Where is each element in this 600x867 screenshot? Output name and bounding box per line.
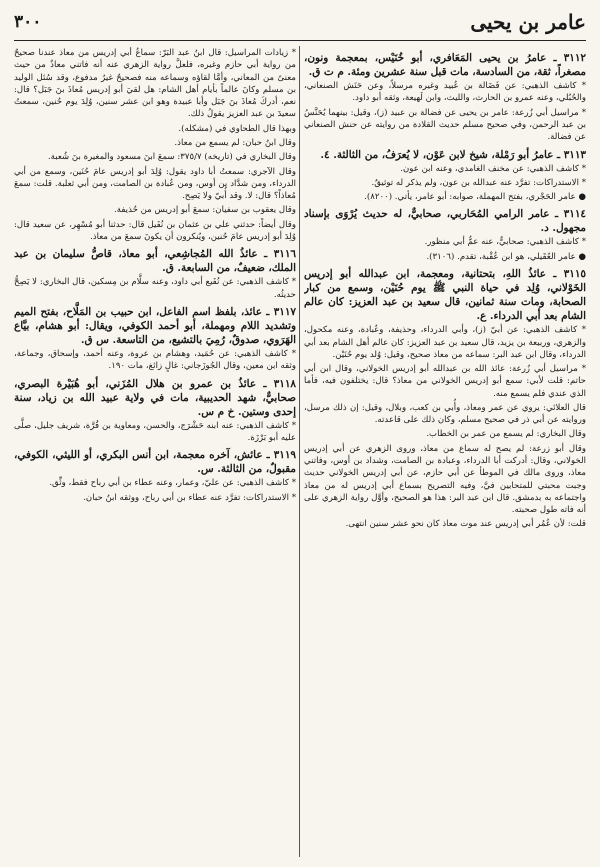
right-column: [304, 47, 586, 861]
entry-3116: ٣١١٦ ـ عائذُ الله المُجاشِعي، أبو معاذ، قاصُّ سليمان بن عبد الملك، ضعيفٌ، من السابعة. ق.: [14, 248, 296, 275]
paragraph: وقال أيضاً: حدثني علي بن عثمان بن نُفَيل قال: حدثنا أبو مُسْهِر، عن سعيد قال: وُلِدَ أبو إدريس عامَ حُنين، ويُنكرون أن يكونَ سمعَ من معاذ.: [14, 219, 296, 242]
paragraph: * كاشف الذهبي: عن نُفَيع أبي داود، وعنه سلَّام بن مِسكين، قال البخاري: لا يَصِحُّ حديثُه.: [14, 277, 296, 300]
paragraph: * كاشف الذهبي: صحابيٌّ، عنه عمُّ أبي منظور.: [424, 237, 586, 248]
paragraph: وقال يعقوب بن سفيان: سمعَ أبو إدريس من حُذيفة.: [113, 205, 296, 216]
paragraph: قال العلائي: يروي عن عمر ومعاذ، وأُبي بن كعب، وبلال، وقيل: إن ذلك مرسل، وروايته عن أبي ذر في صحيح مسلم، وكان ذلك على قاعدته.: [304, 402, 586, 426]
entry-3114: ٣١١٤ ـ عامر الرامي المُحَاربي، صحابيٌّ، له حديث يُرْوَى بإسناد مجهول. د.: [304, 208, 586, 235]
paragraph: وقال البخاري في (تاريخه) ٣٧٥/٧: سمعَ ابنَ مسعود والمغيرة بنَ شُعبة.: [47, 152, 296, 163]
paragraph: * مراسيل أبي زُرعة: عائذ الله بن عبدالله أبو إدريس الخولاني، وقال ابن أبي حاتم: قلت لأبي: سمع أبو إدريس الخولاني من معاذ؟ قال: يختلفون فيه، فأما الذي عندي فلم يسمع منه.: [304, 364, 586, 399]
entry-3115: ٣١١٥ ـ عائذُ اللهِ، بتحتانية، ومعجمة، ابن عبدالله أبو إدريس الخَوْلاني، وُلِد في حياة النبي ﷺ يوم حُنَيْن، وسمع من كبار الصحابة، ومات سنة ثمانين، قال سعيد بن عبد العزيز: كان عالم الشام بعد أبي الدرداء. ع.: [304, 268, 586, 323]
paragraph: وقال ابنُ حبان: لم يسمع من معاذ.: [174, 137, 296, 148]
paragraph: * الاستدراكات: تفرَّد عنه عطاء بن أبي رباح، ووثقه ابنُ حبان.: [83, 492, 296, 503]
paragraph: وقال الآجري: سمعتُ أبا داود يقول: وُلِدَ أبو إدريس عامَ حُنَين، وسمع من أبي الدرداء، ومن شدَّاد بن أوس، ومن عُبادة بن الصامت، ومن أبي ثعلبة. قلت: سمعَ مُعاذاً؟ قال: لا. وقد أُبيّ ولا يَصِح.: [14, 166, 296, 202]
paragraph: وقال البخاري: لم يسمع من عمر بن الخطاب.: [426, 429, 586, 440]
paragraph: وقال أبو زرعة: لم يصح له سماع من معاذ، وروى الزهري عن أبي إدريس الخولاني، وقال: أدركت أبا الدرداء، وعبادة بن الصامت، وشداد بن أوس، وفاتني معاذ، وروى مالك في الموطأ عن أبي حازم، عن أبي إدريس الخولاني حديث وجبت محبتي للمتحابين فيَّ، وفيه التصريح بسماع أبي إدريس له من معاذ واجتماعه به بدمشق. قال ابن عبد البر: هذا هو الصحيح، وأوَّل رواية الزهري على أنه فاته طول صحبته.: [304, 443, 586, 516]
page-number: ٣٠٠: [14, 12, 42, 32]
entry-3112: ٣١١٢ ـ عامرُ بن يحيى المَعَافري، أبو خُنَيْس، بمعجمة ونون، مصغراً، ثقة، من السادسة، مات قبل سنة عشرين ومئة. م ت ق.: [304, 52, 586, 79]
paragraph: * كاشف الذهبي: عن عليّ، وعمار، وعنه عطاء بن أبي رباح فقط، وثِّق.: [49, 478, 296, 489]
paragraph: * كاشف الذهبي: عن فَضَالة بن عُبيد وغيره مرسلاً، وعن حَنَش الصنعاني، والحُبُلي، وعنه عمرو بن الحارث، والليث، وابن لَهيعة، وثقه أبو داود.: [304, 81, 586, 104]
paragraph: وبهذا قال الطحاوي في (مشكله).: [178, 123, 296, 134]
paragraph: * كاشف الذهبي: عن حُمَيد، وهشام بن عروة، وعنه أحمد، وإسحاق، وجماعة، وثقه ابن معين، وقال الجُوزَجاني: غالٍ زائغ، مات ١٩٠.: [14, 349, 296, 372]
page-header: [14, 6, 586, 38]
paragraph: قلت: لأن عُمُر أبي إدريس عند موت معاذ كان نحو عشر سنين انتهى.: [345, 519, 586, 530]
paragraph: ● عامر العُقَيلي، هو ابن عُقْبة، تقدم. (٣١٠٦).: [426, 251, 586, 262]
paragraph: * كاشف الذهبي: عن أبيّ (ز)، وأبي الدرداء، وحذيفة، وعُبادة، وعنه مكحول، والزهري، وربيعة بن يزيد، قال سعيد بن عبد العزيز: كان عالم أهل الشام بعد أبي الدرداء، وقال ابن عبد البر: سماعه من معاذ صحيح، وقيل: وُلد يوم حُنَيْن.: [304, 325, 586, 360]
entry-3118: ٣١١٨ ـ عائذُ بن عمرو بن هلال المُزَني، أبو هُبَيْرة البصري، صحابيٌّ، شهد الحديبية، مات في ولاية عبيد الله بن زياد، سنة إحدى وستين. خ م س.: [14, 377, 296, 418]
paragraph: ● عامر الحَجْري، بفتح المهملة، صوابه: أبو عامر، يأتي. (٨٢٠٠).: [364, 192, 586, 203]
paragraph: * مراسيل أبي زُرعة: عامر بن يحيى عن فضالة بن عبيد (ز)، وقيل: بينهما يُحَنَّسُ بن عبد الرحمن، وفي صحيح مسلم حديث القلادة من روايته عن حنش الصنعاني عن فضالة.: [304, 107, 586, 143]
paragraph: * كاشف الذهبي: عنه ابنه حَشْرَج، والحسن، ومعاوية بن قُرَّة، شريف جليل، صلَّى عليه أبو بَرْزَة.: [14, 420, 296, 443]
column-divider: [299, 46, 300, 857]
entry-3113: ٣١١٣ ـ عامرُ أبو رَمْلة، شيخ لابن عَوْن، لا يُعرَفُ، من الثالثة. ٤.: [320, 148, 586, 161]
paragraph: * زيادات المراسيل: قال ابنُ عبد البَرّ: سماعُ أبي إدريس من معاذ عندنا صحيحٌ من رواية أبي حازم وغيره، فلعلَّ رواية الزهري عنه أنه فاتني معاذٌ من حيث معنىً من المعاني، وأمَّا لقاؤه وسماعه منه فصحيحٌ غيرُ مدفوع، وقد سُئل الوليد بن مسلم وكانَ عالماً بأيام أهل الشام: هل لقيَ أبو إدريس مُعاذَ بنَ جَبَل؟ قال: نعم، أدركَ مُعاذَ بنَ جَبَل وأبا عبيدة وهو ابن عشر سنين، وُلِدَ يوم حُنين، سمعتُ سعيدَ بن عبد العزيز يقولُ ذلك.: [14, 48, 296, 120]
entry-3119: ٣١١٩ ـ عائش، آخره معجمة، ابن أنس البكري، أو الليثي، الكوفي، مقبولٌ، من الثالثة. س.: [14, 449, 296, 476]
entry-3117: ٣١١٧ ـ عائذ، بلفظ اسم الفاعل، ابن حبيب بن المَلَّاح، بفتح الميم وتشديد اللام ومهملة، أبو أحمد الكوفي، ويقال: أبو هشام، بيَّاع الهَرَوي، صدوقٌ، رُمِيَ بالتشيع، من التاسعة. س ق.: [14, 305, 296, 346]
paragraph: * الاستدراكات: تفرَّد عنه عبدالله بن عون، ولم يذكر له توثيقٌ.: [371, 177, 586, 188]
running-head: عامر بن يحيى: [470, 10, 586, 34]
left-column: [14, 47, 296, 861]
paragraph: * كاشف الذهبي: عن مخنف الغامدي، وعنه ابن عون.: [400, 163, 586, 174]
header-rule: [14, 40, 586, 41]
